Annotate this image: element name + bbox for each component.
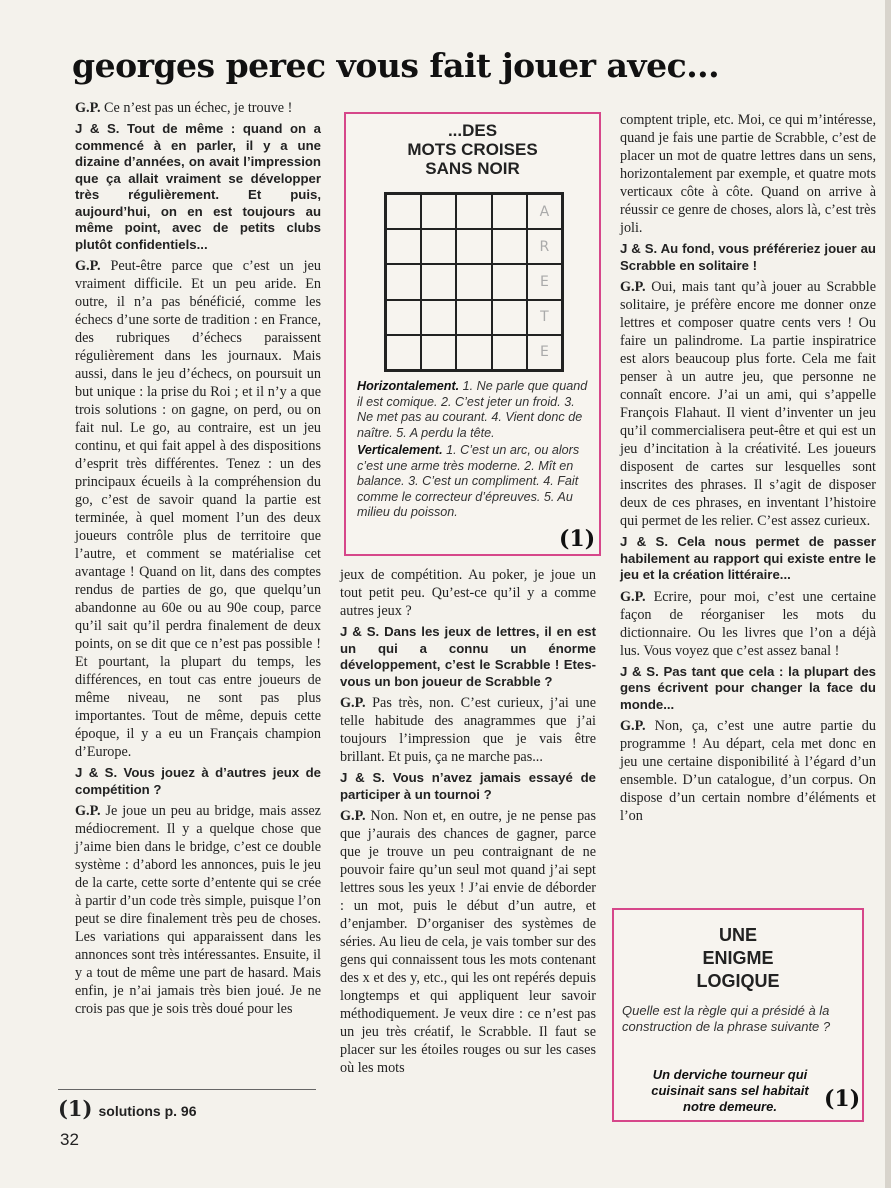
grid-cell (456, 300, 491, 335)
article-title: georges perec vous fait jouer avec... (72, 46, 720, 85)
paragraph-text: jeux de compétition. Au poker, je joue un tout petit peu. Qu’est-ce qu’il y a comme autres jeux ? (340, 567, 596, 619)
grid-cell (421, 300, 456, 335)
footnote-text: solutions p. 96 (98, 1103, 197, 1119)
speaker-label: G.P. (620, 279, 646, 295)
column-1 (75, 99, 321, 1022)
grid-cell (421, 335, 456, 370)
clues-horizontal-label: Horizontalement. (357, 379, 460, 393)
paragraph (620, 588, 876, 660)
paragraph-text: Ce n’est pas un échec, je trouve ! (100, 100, 293, 116)
grid-cell (386, 264, 421, 299)
enigme-title-line: LOGIQUE (696, 971, 780, 991)
paragraph (75, 257, 321, 761)
speaker-label: G.P. (340, 695, 366, 711)
paragraph: J & S. Cela nous permet de passer habilement au rapport qui existe entre le jeu et la création littéraire... (620, 534, 876, 582)
paragraph: J & S. Vous n’avez jamais essayé de participer à un tournoi ? (340, 770, 596, 802)
crossword-title (346, 121, 599, 178)
speaker-label: G.P. (75, 258, 101, 274)
grid-cell (386, 300, 421, 335)
grid-cell (386, 194, 421, 229)
paragraph-text: comptent triple, etc. Moi, ce qui m’intéresse, quand je fais une partie de Scrabble, c’est de placer un mot de quatre lettres dans un sens, horizontalement par exemple, et quatre mots verticaux côte à côte. Quand on arrive à réussir ce genre de choses, alors là, c’est très joli. (620, 112, 876, 236)
grid-cell (456, 229, 491, 264)
paragraph: J & S. Pas tant que cela : la plupart des gens écrivent pour changer la face du monde... (620, 663, 876, 712)
enigme-title-line: ENIGME (702, 948, 774, 968)
paragraph: J & S. Dans les jeux de lettres, il en est un qui a connu un énorme développement, c’est le Scrabble ! Etes-vous un bon joueur de Scrabble ? (340, 624, 596, 689)
crossword-clues (357, 379, 589, 523)
clues-vertical (357, 443, 589, 521)
paragraph (620, 717, 876, 825)
paragraph: J & S. Vous jouez à d’autres jeux de compétition ? (75, 765, 321, 797)
grid-cell: R (527, 229, 562, 264)
grid-cell (421, 264, 456, 299)
column-3 (620, 111, 876, 829)
paragraph-text: Non. Non et, en outre, je ne pense pas que j’aurais des chances de gagner, parce que je trouve un peu contraignant de ne pouvoir faire qu’un seul mot quand j’ai sept lettres sous les yeux ! J’ai envie de déborder : un mot, puis le début d’un autre, et d’enjamber. D’organiser des systèmes de séries. Au lieu de cela, je vais tomber sur des gens qui connaissent tous les mots contenant des x et des y, etc., qui les ont repérés depuis longtemps et qui appliquent leur savoir méthodiquement. Je veux dire : ce n’est pas un jeu très créatif, le Scrabble. Il faut se placer sur les étoiles rouges ou sur les cases où les mots (340, 808, 596, 1076)
enigme-question: Quelle est la règle qui a présidé à la construction de la phrase suivante ? (622, 1003, 831, 1034)
grid-cell (456, 335, 491, 370)
paragraph-text: Non, ça, c’est une autre partie du programme ! Au départ, cela met donc en jeu une certaine disponibilité à l’égard d’un ensemble. D’un catalogue, d’un corpus. On dispose d’un certain nombre d’éléments et l’on (620, 718, 876, 824)
grid-cell (386, 229, 421, 264)
grid-cell (421, 229, 456, 264)
column-2 (340, 566, 596, 1081)
paragraph (340, 566, 596, 620)
paragraph-text: Je joue un peu au bridge, mais assez médiocrement. Il y a quelque chose que j’aime bien dans le bridge, c’est ce double système : d’abord les annonces, puis le jeu de la carte, cette sorte d’entente qui se crée à partir d’un code très simple, puisque l’on peut se dire finalement très peu de choses. Les variations qui apparaissent dans les annonces sont très intéressantes. Ensuite, il y a tout de même une part de hasard. Mais enfin, je n’ai jamais très bien joué. Je ne crois pas que je sois très doué pour les (75, 803, 321, 1017)
grid-cell: A (527, 194, 562, 229)
grid-cell: T (527, 300, 562, 335)
clues-horizontal-text: 1. Ne parle que quand il est comique. 2. C’est jeter un froid. 3. Ne met pas au courant. 4. Vient donc de naître. 5. A perdu la tête. (357, 379, 588, 440)
clues-horizontal (357, 379, 589, 441)
grid-cell: E (527, 264, 562, 299)
grid-cell (492, 194, 527, 229)
speaker-label: G.P. (620, 588, 646, 605)
enigme-title-line: UNE (718, 925, 757, 945)
paragraph-text: Peut-être parce que c’est un jeu vraiment difficile. Et un peu aride. En outre, il n’a pas bénéficié, comme les échecs d’une sorte de tradition : en France, des rubriques d’échecs paraissent régulièrement dans les journaux. Mais aussi, dans le jeu d’échecs, on poursuit un but unique : la prise du Roi ; et il n’y a que trois solutions : on gagne, on perd, ou on fait nul. Le go, au contraire, est un jeu continu, et qui fait appel à des dispositions d’esprit très différentes. Tenez : un des principaux écueils à la compréhension du go, c’est de savoir quand la partie est terminée, à quel moment l’un des deux joueurs contrôle plus de territoire que l’autre, et comment se matérialise cet avantage ! Quand on lit, dans des comptes rendus de parties de go, que quelqu’un abandonne au 60e ou au 90e coup, parce qu’il sait qu’il perdra finalement de deux points, on se dit que ce n’est pas possible ! Et pourtant, la plupart du temps, les différences, en tout cas entre joueurs de même niveau, ne sont pas plus importantes. Tout de même, depuis cette époque, il y a eu un Français champion d’Europe. (75, 258, 321, 760)
paragraph-text: Oui, mais tant qu’à jouer au Scrabble solitaire, je préfère encore me donner onze lettres et composer quatre cents vers ! Ou faire un palindrome. La partie inspiratrice est alors beaucoup plus forte. Cela me fait penser à un autre jeu, que personne ne connaît encore. J’ai un ami, qui s’appelle François Flahaut. Il vient d’inventer un jeu qu’il commercialisera peut-être et qui est un jeu d’incitation à la créativité. Les joueurs disposent de cartes sur lesquelles sont inscrites des phrases. Il s’agit de disposer deux de ces phrases, en inventant l’histoire qui permet de les relier. C’est assez curieux. (620, 279, 876, 529)
enigme-title (614, 924, 862, 993)
grid-cell (421, 194, 456, 229)
enigme-box (612, 908, 864, 1122)
paragraph (340, 807, 596, 1077)
crossword-title-line: SANS NOIR (425, 159, 520, 178)
paragraph (340, 694, 596, 766)
enigme-phrase: Un derviche tourneur qui cuisinait sans sel habitait notre demeure. (651, 1067, 809, 1114)
footnote-rule (58, 1089, 316, 1090)
grid-cell (492, 300, 527, 335)
grid-cell (386, 335, 421, 370)
paragraph (75, 99, 321, 117)
solution-badge: (1) (559, 526, 596, 552)
crossword-title-line: MOTS CROISES (407, 140, 538, 159)
page-edge (885, 0, 891, 1188)
paragraph-text: Ecrire, pour moi, c’est une certaine façon de réorganiser les mots du dictionnaire. Ou les livres que l’on a déjà lus. Vous voyez que c’est assez banal ! (620, 588, 876, 659)
crossword-title-line: ...DES (447, 121, 498, 140)
speaker-label: G.P. (340, 808, 366, 824)
paragraph (75, 802, 321, 1018)
paragraph: J & S. Tout de même : quand on a commencé à en parler, il y a une dizaine d’années, on avait l’impression que ça allait vraiment se développer très régulièrement. Et puis, aujourd’hui, on en est toujours au même point, avec de petits clubs plutôt confidentiels... (75, 121, 321, 252)
paragraph (620, 111, 876, 237)
grid-cell (456, 264, 491, 299)
speaker-label: G.P. (620, 718, 646, 734)
solution-badge: (1) (824, 1086, 861, 1112)
paragraph (620, 278, 876, 530)
grid-cell (492, 264, 527, 299)
footnote (58, 1096, 197, 1121)
grid-cell: E (527, 335, 562, 370)
speaker-label: G.P. (75, 803, 101, 819)
grid-cell (456, 194, 491, 229)
paragraph-text: Pas très, non. C’est curieux, j’ai une telle habitude des anagrammes que j’ai toujours l’impression que je vais être brillant. Et puis, ça ne marche pas... (340, 695, 596, 765)
footnote-marker: (1) (58, 1096, 93, 1121)
crossword-box (344, 112, 601, 556)
grid-cell (492, 229, 527, 264)
clues-vertical-text: 1. C’est un arc, ou alors c’est une arme très moderne. 2. Mît en balance. 3. C’est un compliment. 4. Fait comme le correcteur d’épreuves. 5. Au milieu du poisson. (357, 443, 580, 519)
paragraph: J & S. Au fond, vous préféreriez jouer au Scrabble en solitaire ! (620, 241, 876, 273)
grid-cell (492, 335, 527, 370)
speaker-label: G.P. (75, 100, 101, 116)
crossword-grid (384, 192, 564, 372)
clues-vertical-label: Verticalement. (357, 443, 443, 457)
page-number: 32 (60, 1130, 79, 1149)
